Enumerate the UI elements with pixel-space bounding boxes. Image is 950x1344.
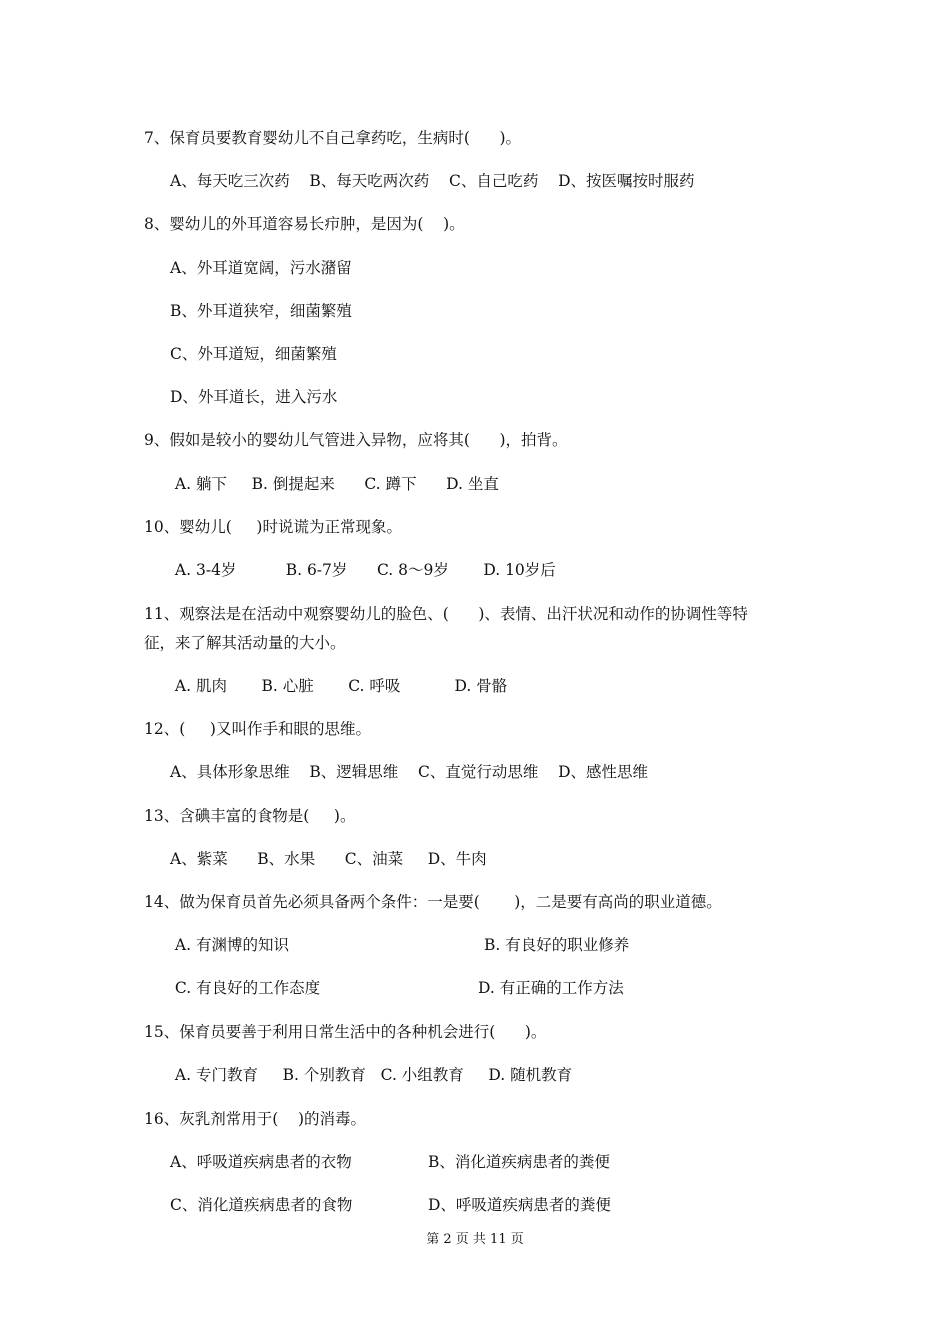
question-12-options: A、具体形象思维 B、逻辑思维 C、直觉行动思维 D、感性思维 — [170, 763, 648, 781]
question-16-option-b: B、消化道疾病患者的粪便 — [428, 1153, 610, 1171]
question-9: 9、假如是较小的婴幼儿气管进入异物，应将其( )，拍背。 — [144, 431, 568, 449]
question-15: 15、保育员要善于利用日常生活中的各种机会进行( )。 — [144, 1023, 547, 1041]
question-8-option-b: B、外耳道狭窄，细菌繁殖 — [170, 302, 352, 320]
question-13-options: A、紫菜 B、水果 C、油菜 D、牛肉 — [170, 850, 487, 868]
question-11-options: A. 肌肉 B. 心脏 C. 呼吸 D. 骨骼 — [170, 677, 508, 695]
question-14: 14、做为保育员首先必须具备两个条件：一是要( )，二是要有高尚的职业道德。 — [144, 893, 722, 911]
question-8-option-c: C、外耳道短，细菌繁殖 — [170, 345, 337, 363]
question-13: 13、含碘丰富的食物是( )。 — [144, 807, 356, 825]
question-14-option-d: D. 有正确的工作方法 — [478, 979, 624, 997]
question-16: 16、灰乳剂常用于( )的消毒。 — [144, 1110, 367, 1128]
question-7: 7、保育员要教育婴幼儿不自己拿药吃，生病时( )。 — [144, 129, 522, 147]
question-14-option-a: A. 有渊博的知识 — [170, 936, 289, 954]
question-14-option-b: B. 有良好的职业修养 — [484, 936, 630, 954]
question-8-option-d: D、外耳道长，进入污水 — [170, 388, 338, 406]
page-number-footer: 第 2 页 共 11 页 — [426, 1232, 524, 1247]
question-16-option-a: A、呼吸道疾病患者的衣物 — [170, 1153, 352, 1171]
question-15-options: A. 专门教育 B. 个别教育 C. 小组教育 D. 随机教育 — [170, 1066, 573, 1084]
question-12: 12、( )又叫作手和眼的思维。 — [144, 720, 371, 738]
question-7-options: A、每天吃三次药 B、每天吃两次药 C、自己吃药 D、按医嘱按时服药 — [170, 172, 695, 190]
question-10-options: A. 3-4岁 B. 6-7岁 C. 8～9岁 D. 10岁后 — [170, 561, 556, 579]
question-16-option-d: D、呼吸道疾病患者的粪便 — [428, 1196, 611, 1214]
question-9-options: A. 躺下 B. 倒提起来 C. 蹲下 D. 坐直 — [170, 475, 499, 493]
question-8: 8、婴幼儿的外耳道容易长疖肿，是因为( )。 — [144, 215, 465, 233]
question-10: 10、婴幼儿( )时说谎为正常现象。 — [144, 518, 402, 536]
question-11: 11、观察法是在活动中观察婴幼儿的脸色、( )、表情、出汗状况和动作的协调性等特 — [144, 605, 748, 623]
question-8-option-a: A、外耳道宽阔，污水潴留 — [170, 259, 352, 277]
question-16-option-c: C、消化道疾病患者的食物 — [170, 1196, 353, 1214]
question-14-option-c: C. 有良好的工作态度 — [170, 979, 321, 997]
question-11-continuation: 征，来了解其活动量的大小。 — [144, 634, 346, 652]
